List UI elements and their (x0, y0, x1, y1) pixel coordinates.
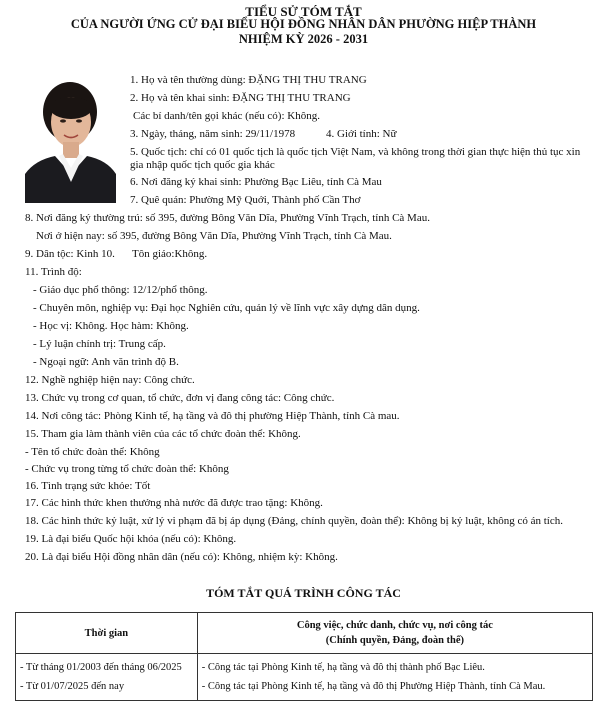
bio-education-heading: 11. Trình độ: (25, 266, 82, 278)
bio-degree: - Học vị: Không. Học hàm: Không. (33, 320, 189, 332)
bio-nationality: 5. Quốc tịch: chỉ có 01 quốc tịch là quốc tịch Việt Nam, và không trong thời gian thực hiện thủ tục xin gia nhập quốc tịch quốc gia khác (130, 146, 581, 171)
column-header-job: Công việc, chức danh, chức vụ, nơi công tác (Chính quyền, Đảng, đoàn thể) (197, 613, 592, 654)
column-header-time: Thời gian (16, 613, 198, 654)
bio-occupation: 12. Nghề nghiệp hiện nay: Công chức. (25, 374, 195, 386)
bio-specialization: - Chuyên môn, nghiệp vụ: Đại học Nghiên cứu, quản lý về lĩnh vực xây dựng dân dụng. (33, 302, 420, 314)
bio-hometown: 7. Quê quán: Phường Mỹ Quới, Thành phố Cần Thơ (130, 194, 361, 206)
work-history-table (15, 612, 593, 701)
bio-religion: Tôn giáo:Không. (132, 248, 208, 260)
bio-birth-name: 2. Họ và tên khai sinh: ĐẶNG THỊ THU TRANG (130, 92, 351, 104)
table-header-row (16, 613, 593, 654)
bio-health: 16. Tình trạng sức khỏe: Tốt (25, 480, 151, 492)
table-row (16, 654, 593, 701)
bio-national-assembly: 19. Là đại biểu Quốc hội khóa (nếu có): Không. (25, 533, 237, 545)
bio-birth-registration: 6. Nơi đăng ký khai sinh: Phường Bạc Liêu, tỉnh Cà Mau (130, 176, 382, 188)
bio-organization-role: - Chức vụ trong từng tổ chức đoàn thể: Không (25, 463, 229, 475)
bio-peoples-council: 20. Là đại biểu Hội đồng nhân dân (nếu có): Không, nhiệm kỳ: Không. (25, 551, 338, 563)
bio-organization-name: - Tên tổ chức đoàn thể: Không (25, 446, 160, 458)
job-cell: - Công tác tại Phòng Kinh tế, hạ tầng và đô thị thành phố Bạc Liêu. - Công tác tại Phòng Kinh tế, hạ tầng và đô thị Phường Hiệp Thành, tỉnh Cà Mau. (197, 654, 592, 701)
bio-position: 13. Chức vụ trong cơ quan, tổ chức, đơn vị đang công tác: Công chức. (25, 392, 335, 404)
bio-ethnicity: 9. Dân tộc: Kinh 10. (25, 248, 115, 260)
work-history-title: TÓM TẮT QUÁ TRÌNH CÔNG TÁC (206, 586, 401, 600)
bio-organizations: 15. Tham gia làm thành viên của các tổ chức đoàn thể: Không. (25, 428, 301, 440)
bio-aliases: Các bí danh/tên gọi khác (nếu có): Không. (133, 110, 320, 122)
document-subtitle: CỦA NGƯỜI ỨNG CỬ ĐẠI BIỂU HỘI ĐỒNG NHÂN DÂN PHƯỜNG HIỆP THÀNH (70, 17, 537, 31)
bio-birth-date: 3. Ngày, tháng, năm sinh: 29/11/1978 (130, 128, 296, 140)
time-cell: - Từ tháng 01/2003 đến tháng 06/2025 - Từ 01/07/2025 đến nay (16, 654, 198, 701)
bio-discipline: 18. Các hình thức kỷ luật, xử lý vi phạm đã bị áp dụng (Đảng, chính quyền, đoàn thể): Không bị kỷ luật, không có án tích. (25, 515, 563, 527)
bio-permanent-residence: 8. Nơi đăng ký thường trú: số 395, đường Bông Văn Dĩa, Phường Vĩnh Trạch, tỉnh Cà Mau. (25, 212, 430, 224)
bio-common-name: 1. Họ và tên thường dùng: ĐẶNG THỊ THU TRANG (130, 74, 367, 86)
document-term: NHIỆM KỲ 2026 - 2031 (238, 32, 369, 46)
bio-workplace: 14. Nơi công tác: Phòng Kinh tế, hạ tầng và đô thị phường Hiệp Thành, tỉnh Cà mau. (25, 410, 400, 422)
bio-political-theory: - Lý luận chính trị: Trung cấp. (33, 338, 166, 350)
document-title: TIỂU SỬ TÓM TẮT (245, 4, 362, 19)
bio-awards: 17. Các hình thức khen thưởng nhà nước đã được trao tặng: Không. (25, 497, 323, 509)
bio-current-residence: Nơi ở hiện nay: số 395, đường Bông Văn Dĩa, Phường Vĩnh Trạch, tỉnh Cà Mau. (36, 230, 392, 242)
bio-gender: 4. Giới tính: Nữ (326, 128, 397, 140)
candidate-photo (25, 78, 116, 203)
bio-foreign-language: - Ngoại ngữ: Anh văn trình độ B. (33, 356, 179, 368)
bio-general-education: - Giáo dục phổ thông: 12/12/phổ thông. (33, 284, 208, 296)
